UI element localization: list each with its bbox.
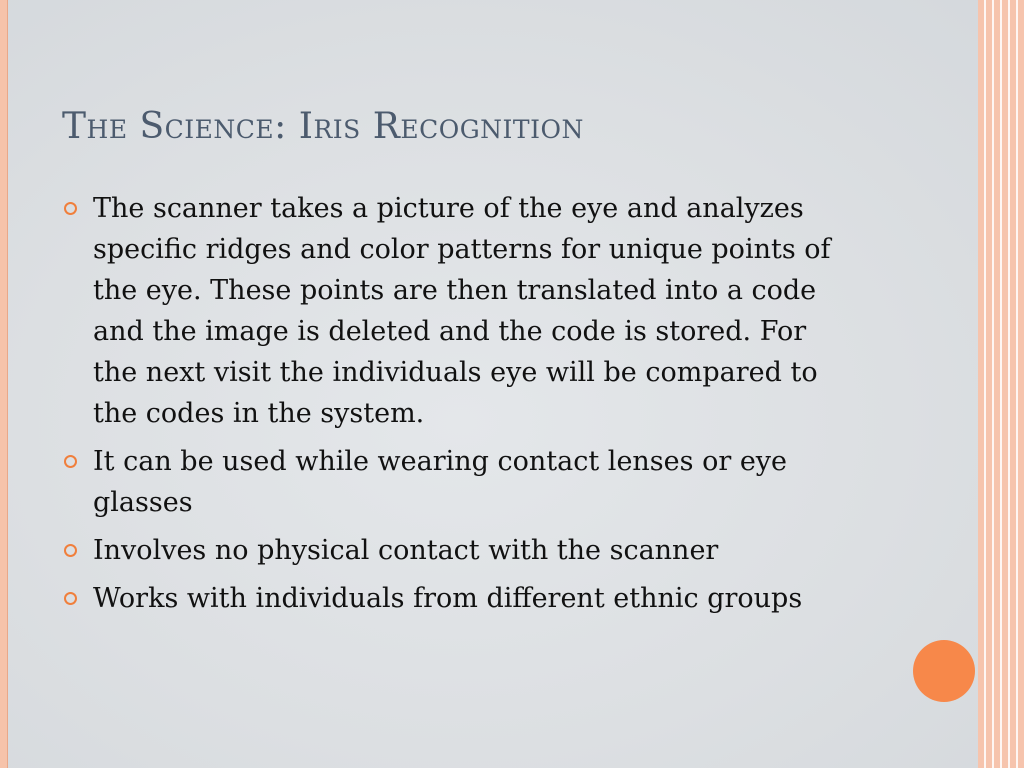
bullet-text: Involves no physical contact with the scanner xyxy=(93,535,719,566)
hollow-circle-bullet-icon xyxy=(64,455,77,468)
stripe-line xyxy=(1000,0,1002,768)
hollow-circle-bullet-icon xyxy=(64,202,77,215)
stripe-line xyxy=(992,0,994,768)
stripe-line xyxy=(984,0,986,768)
bullet-text: It can be used while wearing contact lenses or eye glasses xyxy=(93,446,788,518)
stripe-line xyxy=(1016,0,1018,768)
hollow-circle-bullet-icon xyxy=(64,592,77,605)
left-border-decoration xyxy=(0,0,8,768)
right-stripe-decoration xyxy=(978,0,1024,768)
slide-title: The Science: Iris Recognition xyxy=(62,106,584,147)
bullet-item xyxy=(62,441,852,523)
stripe-line xyxy=(1008,0,1010,768)
bullet-text: Works with individuals from different ethnic groups xyxy=(93,583,803,614)
bullet-item xyxy=(62,578,852,619)
bullet-list xyxy=(62,188,852,626)
bullet-item xyxy=(62,188,852,434)
decorative-orange-circle xyxy=(913,640,975,702)
bullet-text: The scanner takes a picture of the eye and analyzes specific ridges and color patterns for unique points of the eye. These points are then translated into a code and the image is deleted and the code is stored. For the next visit the individuals eye will be compared to the codes in the system. xyxy=(93,193,831,429)
hollow-circle-bullet-icon xyxy=(64,544,77,557)
bullet-item xyxy=(62,530,852,571)
